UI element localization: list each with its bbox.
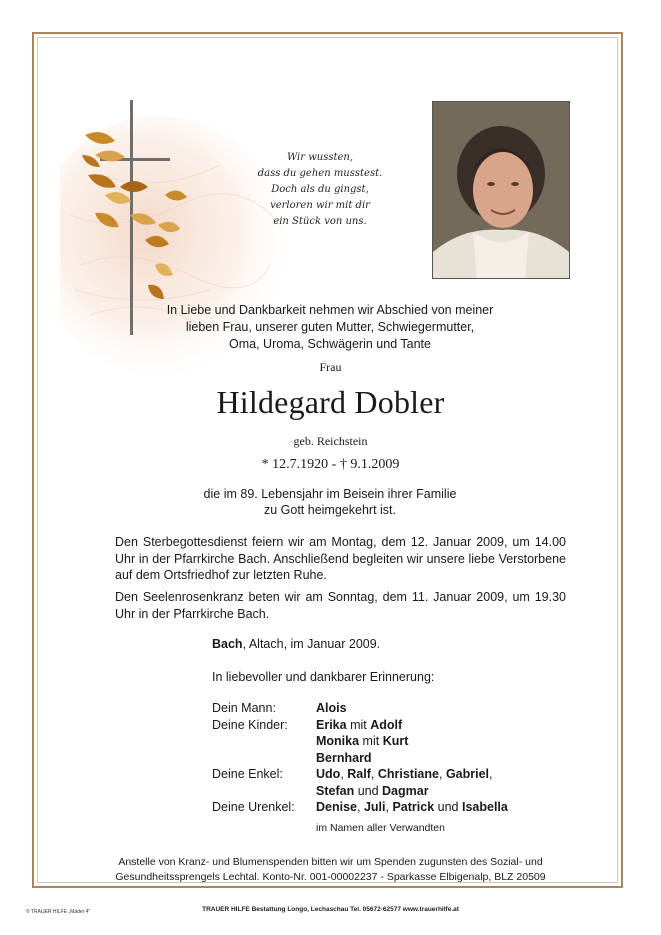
family-label: Deine Urenkel: [212,800,295,814]
funeral-service-text: Den Sterbegottesdienst feiern wir am Montag, dem 12. Januar 2009, um 14.00 Uhr in der Pfarrkirche Bach. Anschließend begleiten wir unsere liebe Verstorbene auf dem Ortsfriedhof zur letzten Ruhe. [115,535,566,582]
age-line: zu Gott heimgekehrt ist. [263,503,396,517]
family-member: Patrick [392,800,435,814]
deceased-name: Hildegard Dobler [216,384,445,420]
family-member: Kurt [382,734,409,748]
intro-line: In Liebe und Dankbarkeit nehmen wir Abschied von meiner [166,303,494,317]
rosary-text: Den Seelenrosenkranz beten wir am Sonntag, dem 11. Januar 2009, um 19.30 Uhr in der Pfarrkirche Bach. [115,590,566,621]
family-member: Udo [316,767,341,781]
place-name: Bach [212,637,243,651]
portrait-photo [432,101,570,279]
family-label: Deine Kinder: [212,717,288,732]
poem-line: Wir wussten, [286,152,354,163]
poem-line: dass du gehen musstest. [257,168,383,179]
all-relatives-note: im Namen aller Verwandten [316,822,445,834]
poem-line: Doch als du gingst, [271,184,369,195]
footer-publisher: TRAUER HILFE Bestattung Longo, Lechaschau Tel. 05672-62577 www.trauerhilfe.at [202,906,459,913]
age-line: die im 89. Lebensjahr im Beisein ihrer Familie [203,487,457,501]
remembrance-line: In liebevoller und dankbarer Erinnerung: [212,670,435,684]
family-member: Adolf [370,717,403,732]
family-member: Isabella [461,800,508,814]
intro-line: Oma, Uroma, Schwägerin und Tante [229,337,431,351]
family-member: Monika [316,734,360,748]
family-member: Christiane [377,767,439,781]
place-rest: , Altach, im Januar 2009. [242,637,381,651]
family-member: Dagmar [382,783,429,798]
salutation: Frau [319,360,342,374]
family-label: Deine Enkel: [212,767,283,781]
family-member: Gabriel [445,767,490,781]
family-label: Dein Mann: [212,701,276,715]
maiden-name: geb. Reichstein [293,434,368,448]
family-member: Denise [316,800,357,814]
footer-copyright: © TRAUER HILFE „Mäder 4" [26,909,91,915]
conjunction: mit [362,734,380,748]
family-member: Alois [316,701,347,715]
family-member: Erika [316,717,347,732]
family-member: Stefan [316,783,355,798]
donation-line: Anstelle von Kranz- und Blumenspenden bitten wir um Spenden zugunsten des Sozial- und [118,856,543,868]
donation-note [100,855,561,885]
donation-line: Gesundheitssprengels Lechtal. Konto-Nr. 001-00002237 - Sparkasse Elbigenalp, BLZ 20509 [115,871,546,883]
memorial-poem [240,150,400,230]
family-member: Bernhard [316,750,372,765]
age-text [100,486,560,518]
intro-line: lieben Frau, unserer guten Mutter, Schwiegermutter, [185,320,475,334]
conjunction: und [357,783,379,798]
conjunction: und [437,800,459,814]
intro-text [110,302,550,353]
poem-line: ein Stück von uns. [273,216,367,227]
life-dates: * 12.7.1920 - † 9.1.2009 [261,457,400,472]
conjunction: mit [350,717,367,732]
poem-line: verloren wir mit dir [270,200,370,211]
family-member: Ralf [347,767,371,781]
place-date [212,637,380,651]
family-member: Juli [363,800,386,814]
